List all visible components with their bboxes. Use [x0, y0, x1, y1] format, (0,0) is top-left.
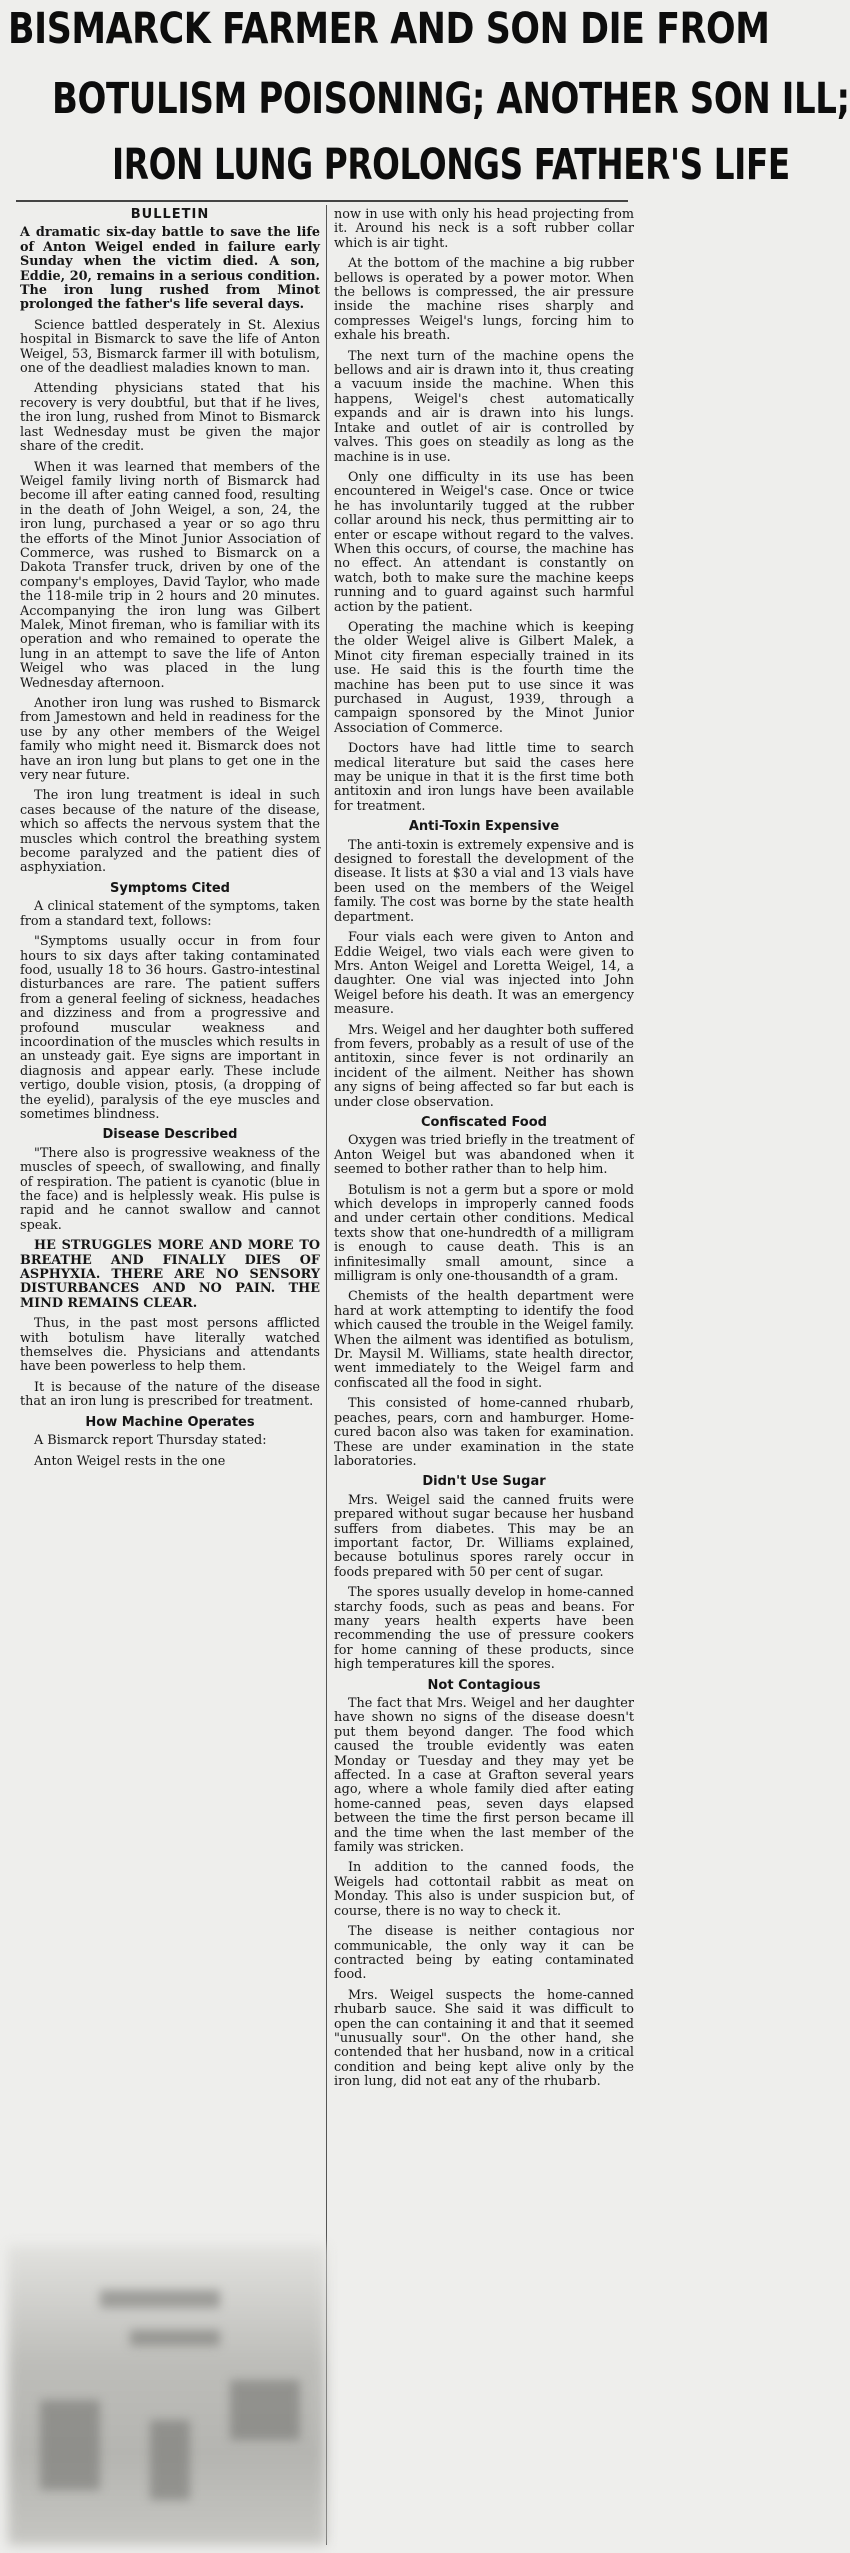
paragraph: Thus, in the past most persons afflicted with botulism have literally watched themselves die. Physicians and attendants have been powerless to help them.: [20, 1316, 320, 1375]
paragraph: Science battled desperately in St. Alexius hospital in Bismarck to save the life of Anton Weigel, 53, Bismarck farmer ill with botulism, one of the deadliest maladies known to man.: [20, 317, 320, 377]
headline-line-2: BOTULISM POISONING; ANOTHER SON ILL;: [52, 74, 850, 124]
paragraph: now in use with only his head projecting from it. Around his neck is a soft rubber collar which is air tight.: [334, 207, 634, 251]
blurred-text: [40, 2400, 100, 2490]
paragraph: A clinical statement of the symptoms, taken from a standard text, follows:: [20, 899, 320, 929]
subheading-sugar: Didn't Use Sugar: [422, 1474, 546, 1490]
blurred-text: [150, 2420, 190, 2500]
paragraph: Mrs. Weigel suspects the home-canned rhubarb sauce. She said it was difficult to open the can containing it and that it seemed "unusually sour". On the other hand, she contended that her husband, now in a critical condition and being kept alive only by the iron lung, did not eat any of the rhubarb.: [334, 1987, 634, 2090]
paragraph: The iron lung treatment is ideal in such cases because of the nature of the disease, which so affects the nervous system that the muscles which control the breathing system become paralyzed and the patient dies of asphyxiation.: [20, 788, 320, 876]
paragraph: When it was learned that members of the Weigel family living north of Bismarck had become ill after eating canned food, resulting in the death of John Weigel, a son, 24, the iron lung, purchased a year or so ago thru the efforts of the Minot Junior Association of Commerce, was rushed to Bismarck on a Dakota Transfer truck, driven by one of the company's employes, David Taylor, who made the 118-mile trip in 2 hours and 20 minutes. Accompanying the iron lung was Gilbert Malek, Minot fireman, who is familiar with its operation and who remained to operate the lung in an attempt to save the life of Anton Weigel who was placed in the lung Wednesday afternoon.: [20, 459, 320, 691]
paragraph: Four vials each were given to Anton and Eddie Weigel, two vials each were given to Mrs. Anton Weigel and Loretta Weigel, 14, a daughter. One vial was injected into John Weigel before his death. It was an emergency measure.: [334, 930, 634, 1018]
paragraph: Anton Weigel rests in the one: [34, 1453, 226, 1469]
article-column-2: [334, 208, 634, 2548]
paragraph: Oxygen was tried briefly in the treatment of Anton Weigel but was abandoned when it seemed to bother rather than to help him.: [334, 1133, 634, 1178]
paragraph: The anti-toxin is extremely expensive and is designed to forestall the development of the disease. It lists at $30 a vial and 13 vials have been used on the members of the Weigel family. The cost was borne by the state health department.: [334, 837, 634, 925]
headline-line-1: BISMARCK FARMER AND SON DIE FROM: [8, 4, 770, 54]
article-column-1: [20, 208, 320, 2238]
paragraph: "Symptoms usually occur in from four hours to six days after taking contaminated food, usually 18 to 36 hours. Gastro-intestinal disturbances are rare. The patient suffers from a general feeling of sickness, headaches and dizziness and from a progressive and profound muscular weakness and incoordination of the muscles which results in an unsteady gait. Eye signs are important in diagnosis and appear early. These include vertigo, double vision, ptosis, (a dropping of the eyelid), paralysis of the eye muscles and sometimes blindness.: [20, 934, 320, 1122]
paragraph: Another iron lung was rushed to Bismarck from Jamestown and held in readiness for the use by any other members of the Weigel family who might need it. Bismarck does not have an iron lung but plans to get one in the very near future.: [20, 696, 320, 784]
paragraph: "There also is progressive weakness of the muscles of speech, of swallowing, and finally of respiration. The patient is cyanotic (blue in the face) and is helplessly weak. His pulse is rapid and he cannot swallow and cannot speak.: [20, 1145, 320, 1233]
paragraph: It is because of the nature of the disease that an iron lung is prescribed for treatment.: [20, 1379, 320, 1410]
subheading-antitoxin: Anti-Toxin Expensive: [408, 819, 560, 835]
blurred-text: [230, 2380, 300, 2440]
paragraph: The disease is neither contagious nor communicable, the only way it can be contracted being by eating contaminated food.: [334, 1924, 634, 1983]
paragraph: The next turn of the machine opens the bellows and air is drawn into it, thus creating a vacuum inside the machine. When this happens, Weigel's chest automatically expands and air is drawn into his lungs. Intake and outlet of air is controlled by valves. This goes on steadily as long as the machine is in use.: [334, 348, 634, 465]
paragraph: Attending physicians stated that his recovery is very doubtful, but that if he lives, the iron lung, rushed from Minot to Bismarck last Wednesday must be given the major share of the credit.: [20, 381, 320, 455]
paragraph: A Bismarck report Thursday stated:: [34, 1433, 267, 1449]
subheading-confiscated: Confiscated Food: [421, 1114, 547, 1130]
bulletin-text: A dramatic six-day battle to save the life of Anton Weigel ended in failure early Sunday when the victim died. A son, Eddie, 20, remains in a serious condition. The iron lung rushed from Minot prolonged the father's life several days.: [20, 225, 320, 313]
paragraph: Mrs. Weigel and her daughter both suffered from fevers, probably as a result of use of the antitoxin, since fever is not ordinarily an incident of the ailment. Neither has shown any signs of being affected so far but each is under close observation.: [334, 1022, 634, 1110]
paragraph: At the bottom of the machine a big rubber bellows is operated by a power motor. When the bellows is compressed, the air pressure inside the machine rises sharply and compresses Weigel's lungs, forcing him to exhale his breath.: [334, 256, 634, 344]
paragraph: Operating the machine which is keeping the older Weigel alive is Gilbert Malek, a Minot city fireman especially trained in its use. He said this is the fourth time the machine has been put to use since it was purchased in August, 1939, through a campaign sponsored by the Minot Junior Association of Commerce.: [334, 619, 634, 736]
paragraph: Doctors have had little time to search medical literature but said the cases here may be unique in that it is the first time both antitoxin and iron lungs have been available for treatment.: [334, 741, 634, 814]
subheading-symptoms: Symptoms Cited: [110, 880, 230, 896]
blurred-text: [100, 2290, 220, 2308]
paragraph-emphasis: HE STRUGGLES MORE AND MORE TO BREATHE AND FINALLY DIES OF ASPHYXIA. THERE ARE NO SENSORY DISTURBANCES AND NO PAIN. THE MIND REMAINS CLEAR.: [20, 1238, 320, 1311]
paragraph: Only one difficulty in its use has been encountered in Weigel's case. Once or twice he has involuntarily tugged at the rubber collar around his neck, thus permitting air to enter or escape without regard to the valves. When this occurs, of course, the machine has no effect. An attendant is constantly on watch, both to make sure the machine keeps running and to guard against such harmful action by the patient.: [334, 469, 634, 615]
paragraph: This consisted of home-canned rhubarb, peaches, pears, corn and hamburger. Home-cured bacon also was taken for examination. These are under examination in the state laboratories.: [334, 1396, 634, 1469]
subheading-contagious: Not Contagious: [427, 1677, 541, 1693]
paragraph: Chemists of the health department were hard at work attempting to identify the food which caused the trouble in the Weigel family. When the ailment was identified as botulism, Dr. Maysil M. Williams, state health director, went immediately to the Weigel farm and confiscated all the food in sight.: [334, 1289, 634, 1391]
column-divider: [326, 205, 327, 2545]
paragraph: The spores usually develop in home-canned starchy foods, such as peas and beans. For many years health experts have been recommending the use of pressure cookers for home canning of these products, since high temperatures kill the spores.: [334, 1585, 634, 1673]
headline-rule: [16, 200, 628, 202]
paragraph: Botulism is not a germ but a spore or mold which develops in improperly canned foods and under certain other conditions. Medical texts show that one-hundredth of a milligram is enough to cause death. This is an infinitesimally small amount, since a milligram is only one-thousandth of a gram.: [334, 1182, 634, 1285]
subheading-machine: How Machine Operates: [85, 1414, 255, 1430]
paragraph: In addition to the canned foods, the Weigels had cottontail rabbit as meat on Monday. This also is under suspicion but, of course, there is no way to check it.: [334, 1860, 634, 1919]
paragraph: The fact that Mrs. Weigel and her daughter have shown no signs of the disease doesn't put them beyond danger. The food which caused the trouble evidently was eaten Monday or Tuesday and they may yet be affected. In a case at Grafton several years ago, where a whole family died after eating home-canned peas, seven days elapsed between the time the first person became ill and the time when the last member of the family was stricken.: [334, 1696, 634, 1856]
paragraph: Mrs. Weigel said the canned fruits were prepared without sugar because her husband suffers from diabetes. This may be an important factor, Dr. Williams explained, because botulinus spores rarely occur in foods prepared with 50 per cent of sugar.: [334, 1492, 634, 1580]
blurred-text: [130, 2330, 220, 2346]
headline-line-3: IRON LUNG PROLONGS FATHER'S LIFE: [112, 140, 790, 190]
subheading-disease: Disease Described: [102, 1127, 238, 1143]
bulletin-heading: BULLETIN: [130, 207, 210, 222]
headline: [0, 0, 850, 200]
